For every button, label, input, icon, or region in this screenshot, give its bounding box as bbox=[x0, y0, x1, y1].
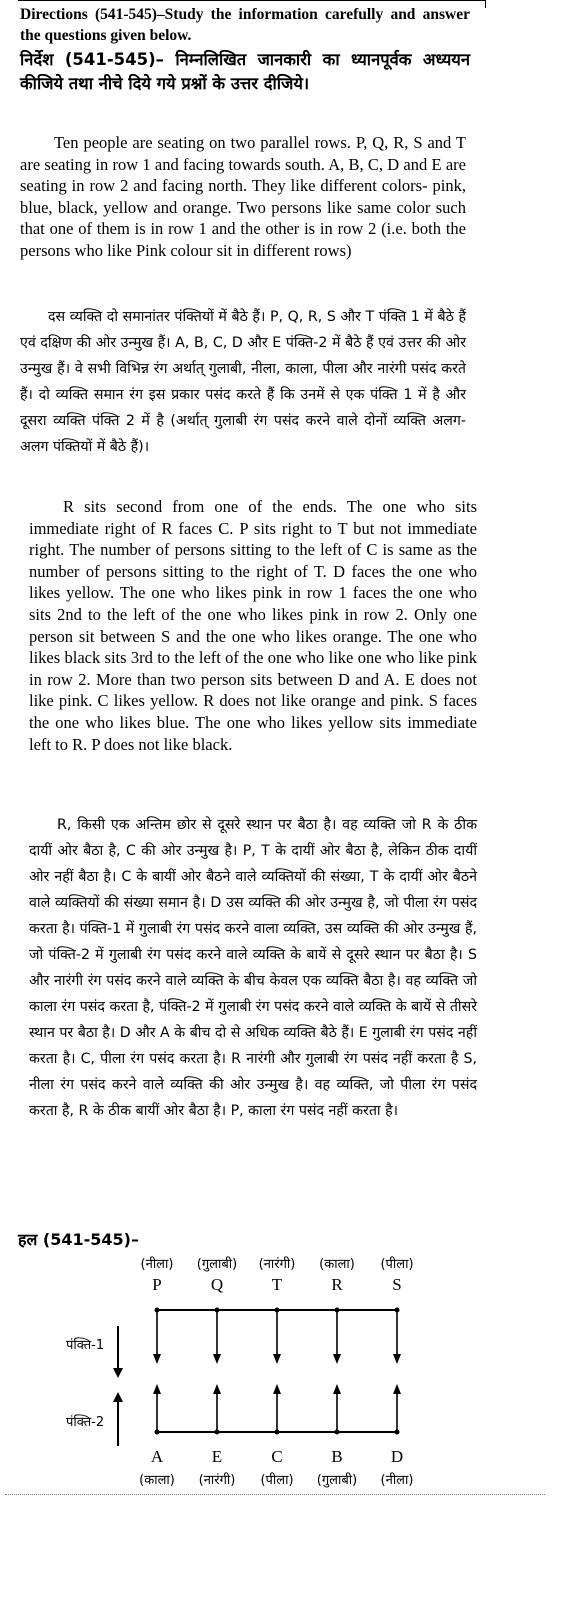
passage-paragraph-2-hindi: R, किसी एक अन्तिम छोर से दूसरे स्थान पर बैठा है। वह व्यक्ति जो R के ठीक दायीं ओर बैठा है, C की ओर उन्मुख है। P, T के दायीं ओर बैठा है, लेकिन ठीक दायीं ओर नहीं बैठा है। C के बायीं ओर बैठने वाले व्यक्तियों की संख्या, T के दायीं ओर बैठने वाले व्यक्तियों की संख्या समान है। D उस व्यक्ति की ओर उन्मुख है, जो पीला रंग पसंद करता है। पंक्ति-1 में गुलाबी रंग पसंद करने वाला व्यक्ति, उस व्यक्ति की ओर उन्मुख हैं, जो पंक्ति-2 में गुलाबी रंग पसंद करने वाले व्यक्ति के बायें से दूसरे स्थान पर बैठा है। S और नारंगी रंग पसंद करने वाले व्यक्ति के बीच केवल एक व्यक्ति बैठा है। वह व्यक्ति जो काला रंग पसंद करता है, पंक्ति-2 में गुलाबी रंग पसंद करने वाले व्यक्ति के बायें से तीसरे स्थान पर बैठा है। D और A के बीच दो से अधिक व्यक्ति बैठे हैं। E गुलाबी रंग पसंद नहीं करता है। C, पीला रंग पसंद करता है। R नारंगी और गुलाबी रंग पसंद नहीं करता है S, नीला रंग पसंद करने वाले व्यक्ति की ओर उन्मुख है। वह व्यक्ति, जो पीला रंग पसंद करता है, R के ठीक बायीं ओर बैठा है। P, काला रंग पसंद नहीं करता है। bbox=[29, 817, 477, 1119]
row1-label: पंक्ति-1 bbox=[66, 1338, 105, 1353]
row2-facing-arrowhead bbox=[153, 1384, 161, 1394]
row1-person-name: T bbox=[271, 1275, 283, 1294]
row1-facing-arrowhead bbox=[273, 1354, 281, 1364]
row1-color-label: (काला) bbox=[319, 1257, 355, 1272]
row1-person-name: S bbox=[392, 1275, 402, 1294]
row2-facing-arrowhead bbox=[213, 1384, 221, 1394]
row1-person-name: Q bbox=[210, 1275, 224, 1294]
row2-person-name: C bbox=[271, 1447, 283, 1466]
row2-label: पंक्ति-2 bbox=[66, 1415, 105, 1430]
row1-facing-arrowhead bbox=[333, 1354, 341, 1364]
solution-title: हल (541-545)– bbox=[18, 1230, 139, 1249]
seating-diagram bbox=[0, 1250, 573, 1500]
row2-color-label: (गुलाबी) bbox=[316, 1473, 358, 1488]
directions-hindi: निर्देश (541-545)– निम्नलिखित जानकारी का ध्यानपूर्वक अध्ययन कीजिये तथा नीचे दिये गये प्रश्नों के उत्तर दीजिये। bbox=[20, 50, 470, 93]
top-rule bbox=[18, 0, 486, 2]
passage-paragraph-1-hindi: दस व्यक्ति दो समानांतर पंक्तियों में बैठे हैं। P, Q, R, S और T पंक्ति 1 में बैठे हैं एवं दक्षिण की ओर उन्मुख हैं। A, B, C, D और E पंक्ति-2 में बैठे हैं एवं उत्तर की ओर उन्मुख हैं। वे सभी विभिन्न रंग अर्थात् गुलाबी, नीला, काला, पीला और नारंगी पसंद करते हैं। दो व्यक्ति समान रंग इस प्रकार पसंद करते हैं कि उनमें से एक पंक्ति 1 में है और दूसरा व्यक्ति पंक्ति 2 में है (अर्थात् गुलाबी रंग पसंद करने वाले दोनों व्यक्ति अलग-अलग पंक्तियों में बैठे हैं)। bbox=[20, 309, 466, 455]
row2-person-name: D bbox=[390, 1447, 404, 1466]
row2-facing-arrowhead bbox=[393, 1384, 401, 1394]
row2-label-arrowhead bbox=[113, 1392, 123, 1402]
row1-color-label: (नीला) bbox=[140, 1257, 174, 1272]
row1-color-label: (नारंगी) bbox=[258, 1257, 296, 1272]
row2-color-label: (नारंगी) bbox=[198, 1473, 236, 1488]
row2-person-name: B bbox=[331, 1447, 343, 1466]
row1-person-name: P bbox=[152, 1275, 162, 1294]
row2-person-name: A bbox=[150, 1447, 164, 1466]
row1-person-name: R bbox=[331, 1275, 343, 1294]
passage-paragraph-1-english: Ten people are seating on two parallel rows. P, Q, R, S and T are seating in row 1 and facing towards south. A, B, C, D and E are seating in row 2 and facing north. They like different colors- pink, blue, black, yellow and orange. Two persons like same color such that one of them is in row 1 and the other is in row 2 (i.e. both the persons who like Pink colour sit in different rows) bbox=[20, 133, 466, 260]
row2-color-label: (नीला) bbox=[380, 1473, 414, 1488]
row1-facing-arrowhead bbox=[393, 1354, 401, 1364]
diagram-group bbox=[66, 1256, 414, 1488]
row1-facing-arrowhead bbox=[213, 1354, 221, 1364]
row1-color-label: (गुलाबी) bbox=[196, 1257, 238, 1272]
row2-color-label: (पीला) bbox=[260, 1473, 294, 1488]
passage-paragraph-2-english: R sits second from one of the ends. The one who sits immediate right of R faces C. P sits right to T but not immediate right. The number of persons sitting to the left of C is same as the number of persons sitting to the right of T. D faces the one who likes yellow. The one who likes pink in row 1 faces the one who sits 2nd to the left of the one who likes pink in row 2. Only one person sit between S and the one who likes orange. The one who likes black sits 3rd to the left of the one who like one who like pink in row 2. More than two person sits between D and A. E does not like pink. C likes yellow. R does not like orange and pink. S faces the one who likes blue. The one who likes yellow sits immediate left to R. P does not like black. bbox=[29, 497, 477, 754]
row2-facing-arrowhead bbox=[333, 1384, 341, 1394]
row2-color-label: (काला) bbox=[139, 1473, 175, 1488]
bottom-dotted-rule bbox=[5, 1494, 545, 1495]
row2-facing-arrowhead bbox=[273, 1384, 281, 1394]
row1-color-label: (पीला) bbox=[380, 1257, 414, 1272]
row2-person-name: E bbox=[211, 1447, 223, 1466]
directions-english: Directions (541-545)–Study the information carefully and answer the questions given below. bbox=[20, 6, 470, 44]
row1-facing-arrowhead bbox=[153, 1354, 161, 1364]
row1-label-arrowhead bbox=[113, 1368, 123, 1378]
